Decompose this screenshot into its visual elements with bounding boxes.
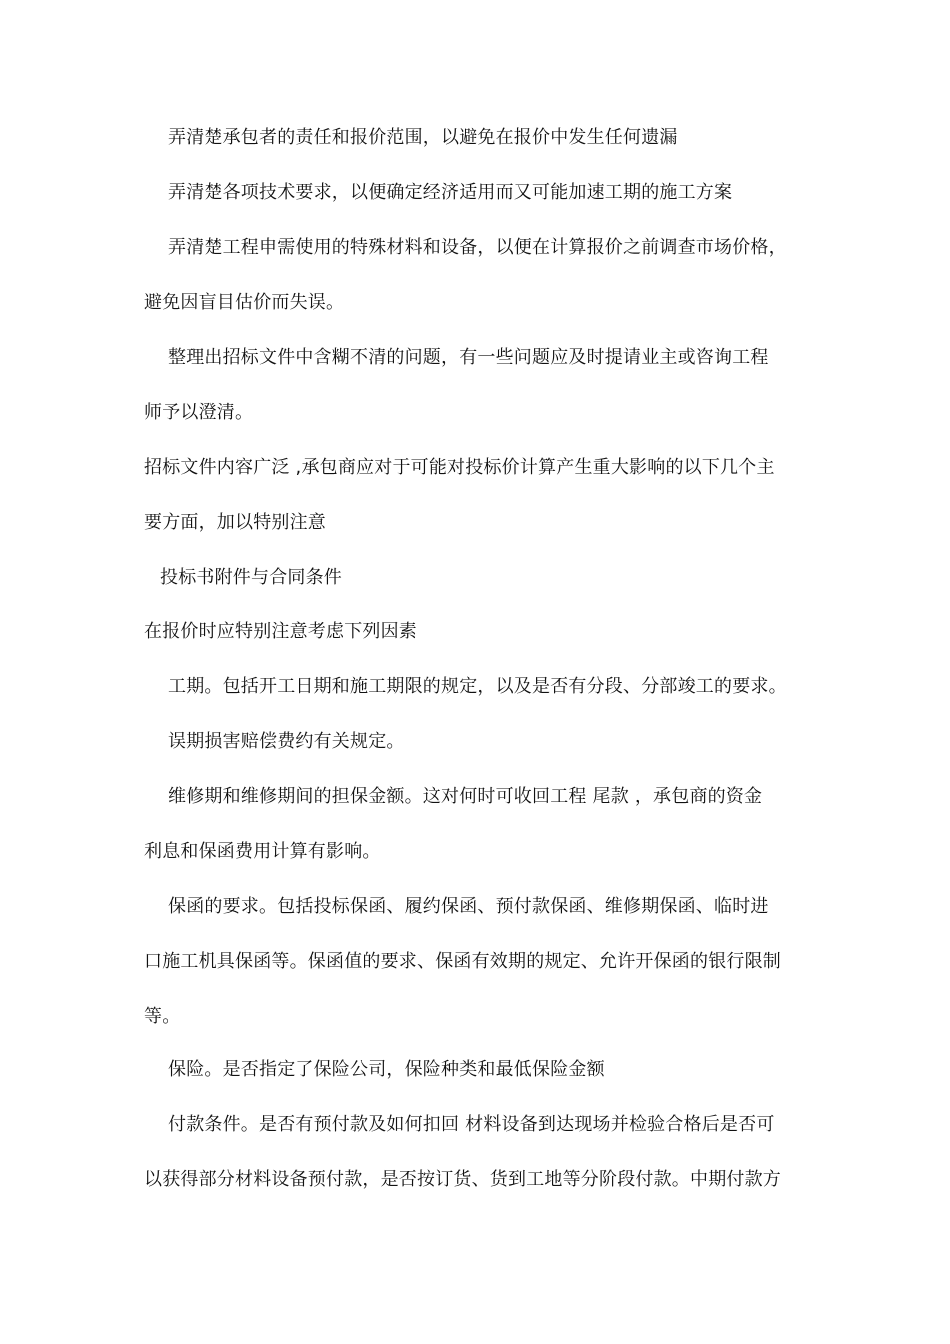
paragraph-line: 整理出招标文件中含糊不清的问题，有一些问题应及时提请业主或咨询工程 [168,347,769,368]
paragraph-line: 在报价时应特别注意考虑下列因素 [144,621,417,642]
list-item: 误期损害赔偿费约有关规定。 [168,731,405,752]
paragraph-line: 师予以澄清。 [144,402,254,423]
paragraph-line: 以获得部分材料设备预付款，是否按订货、货到工地等分阶段付款。中期付款方 [144,1169,781,1190]
paragraph-line: 弄清楚工程申需使用的特殊材料和设备，以便在计算报价之前调查市场价格， [168,237,787,258]
list-item: 工期。包括开工日期和施工期限的规定，以及是否有分段、分部竣工的要求。 [168,676,787,697]
paragraph-line: 避免因盲目估价而失误。 [144,292,345,313]
list-item: 保险。是否指定了保险公司，保险种类和最低保险金额 [168,1059,605,1080]
paragraph-line: 利息和保函费用计算有影响。 [144,841,381,862]
paragraph-line: 口施工机具保函等。保函值的要求、保函有效期的规定、允许开保函的银行限制 [144,951,781,972]
paragraph-line: 弄清楚各项技术要求，以便确定经济适用而又可能加速工期的施工方案 [168,182,733,203]
list-item: 保函的要求。包括投标保函、履约保函、预付款保函、维修期保函、临时进 [168,896,769,917]
list-item: 付款条件。是否有预付款及如何扣回 材料设备到达现场并检验合格后是否可 [168,1114,775,1135]
paragraph-line: 等。 [144,1006,181,1027]
list-item: 维修期和维修期间的担保金额。这对何时可收回工程 尾款 ，承包商的资金 [168,786,763,807]
paragraph-line: 要方面，加以特别注意 [144,512,326,533]
paragraph-line: 招标文件内容广泛 ,承包商应对于可能对投标价计算产生重大影响的以下几个主 [144,457,775,478]
paragraph-line: 弄清楚承包者的责任和报价范围，以避免在报价中发生任何遗漏 [168,127,678,148]
section-heading: 投标书附件与合同条件 [160,567,342,588]
